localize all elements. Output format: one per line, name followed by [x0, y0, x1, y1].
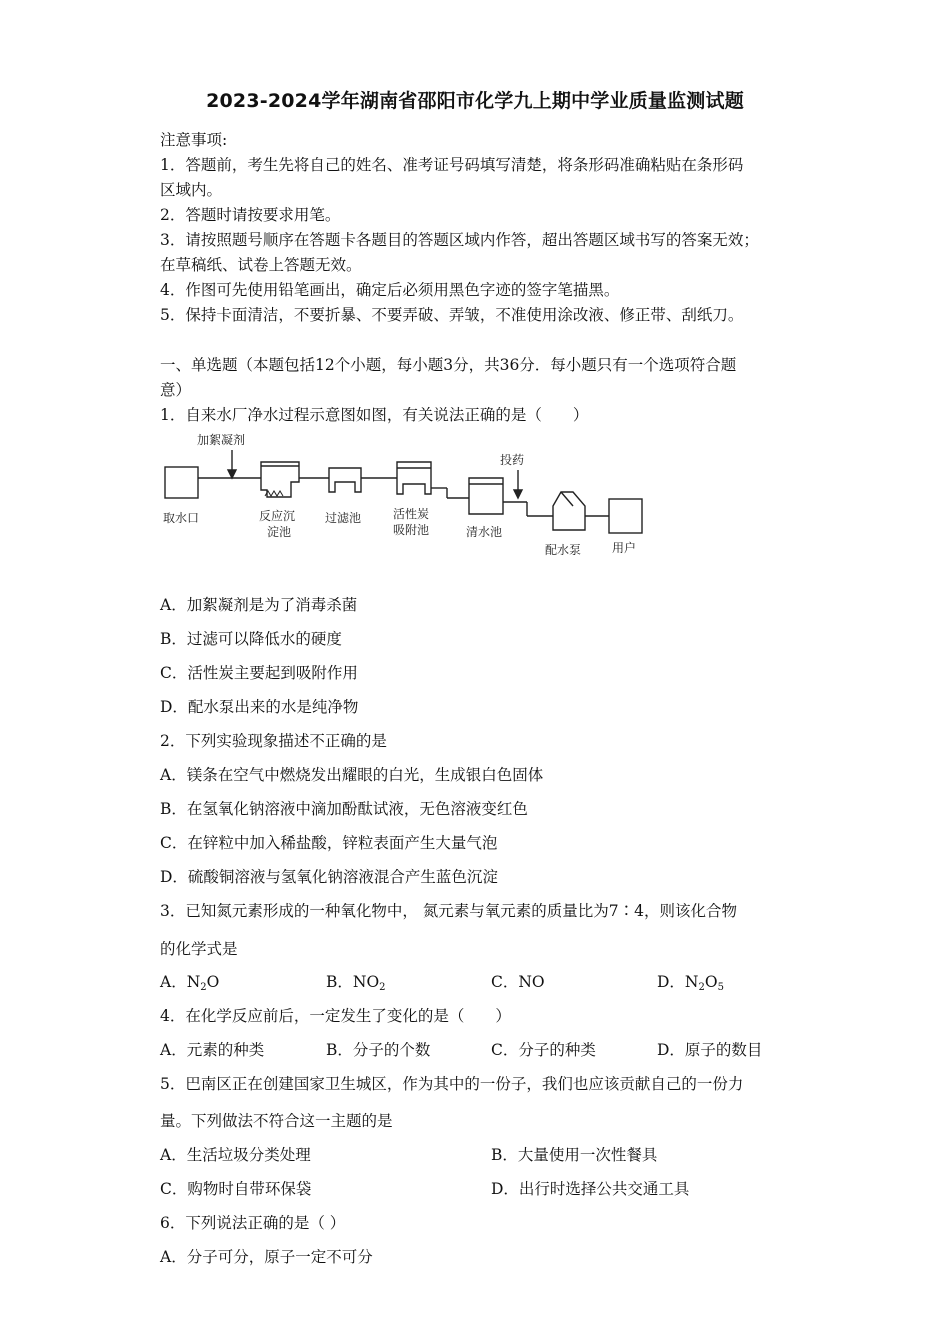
- section-heading: 一、单选题（本题包括12个小题，每小题3分，共36分．每小题只有一个选项符合题: [160, 356, 737, 374]
- notice-heading: 注意事项:: [160, 131, 228, 149]
- q6-option-a: A．分子可分，原子一定不可分: [160, 1248, 373, 1266]
- carbon-tank: [397, 462, 431, 494]
- q3-option-c: C．NO: [491, 973, 545, 991]
- q2-option-b: B．在氢氧化钠溶液中滴加酚酞试液，无色溶液变红色: [160, 800, 528, 818]
- label-carbon-2: 吸附池: [393, 523, 430, 537]
- q2-option-a: A．镁条在空气中燃烧发出耀眼的白光，生成银白色固体: [160, 766, 544, 784]
- q5-option-d: D．出行时选择公共交通工具: [491, 1180, 690, 1198]
- label-intake: 取水口: [163, 511, 200, 525]
- label-dose: 投药: [500, 453, 525, 467]
- q5-option-b: B．大量使用一次性餐具: [491, 1146, 658, 1164]
- section-heading-cont: 意）: [160, 381, 192, 399]
- filter-tank: [329, 468, 361, 492]
- q3-option-a: A．$N_2O$: [160, 973, 220, 993]
- water-treatment-diagram: [155, 430, 655, 564]
- question-5-stem: 5．巴南区正在创建国家卫生城区，作为其中的一份子，我们也应该贡献自己的一份力: [160, 1075, 744, 1093]
- notice-line: 5．保持卡面清洁，不要折暴、不要弄破、弄皱，不准使用涂改液、修正带、刮纸刀。: [160, 306, 744, 324]
- q4-option-b: B．分子的个数: [326, 1041, 431, 1059]
- notice-line: 1．答题前，考生先将自己的姓名、准考证号码填写清楚，将条形码准确粘贴在条形码: [160, 156, 744, 174]
- label-pump: 配水泵: [545, 543, 582, 557]
- q4-option-a: A．元素的种类: [160, 1041, 265, 1059]
- label-filter: 过滤池: [325, 511, 362, 525]
- q1-option-a: A．加絮凝剂是为了消毒杀菌: [160, 596, 358, 614]
- label-reaction-2: 淀池: [267, 525, 292, 539]
- q4-option-c: C．分子的种类: [491, 1041, 596, 1059]
- question-5-stem-cont: 量。下列做法不符合这一主题的是: [160, 1112, 393, 1130]
- question-3-stem: 3．已知氮元素形成的一种氧化物中， 氮元素与氧元素的质量比为7∶4，则该化合物: [160, 902, 738, 920]
- notice-line: 4．作图可先使用铅笔画出，确定后必须用黑色字迹的签字笔描黑。: [160, 281, 620, 299]
- label-carbon-1: 活性炭: [393, 507, 430, 521]
- page-title: 2023-2024学年湖南省邵阳市化学九上期中学业质量监测试题: [206, 90, 744, 112]
- q5-option-a: A．生活垃圾分类处理: [160, 1146, 311, 1164]
- user-box: [609, 499, 642, 533]
- pump-shape: [553, 492, 585, 530]
- q1-option-d: D．配水泵出来的水是纯净物: [160, 698, 359, 716]
- q2-option-d: D．硫酸铜溶液与氢氧化钠溶液混合产生蓝色沉淀: [160, 868, 498, 886]
- notice-line: 区域内。: [160, 181, 223, 199]
- water-treatment-svg: [155, 430, 655, 560]
- q2-option-c: C．在锌粒中加入稀盐酸，锌粒表面产生大量气泡: [160, 834, 498, 852]
- q4-option-d: D．原子的数目: [657, 1041, 763, 1059]
- intake-box: [165, 467, 198, 498]
- notice-line: 2．答题时请按要求用笔。: [160, 206, 341, 224]
- label-reaction-1: 反应沉: [259, 509, 296, 523]
- q1-option-b: B．过滤可以降低水的硬度: [160, 630, 342, 648]
- question-6-stem: 6．下列说法正确的是（ ）: [160, 1214, 346, 1232]
- question-3-stem-cont: 的化学式是: [160, 940, 238, 958]
- notice-line: 3．请按照题号顺序在答题卡各题目的答题区域内作答，超出答题区域书写的答案无效；: [160, 231, 759, 249]
- question-2-stem: 2．下列实验现象描述不正确的是: [160, 732, 387, 750]
- label-coagulant: 加絮凝剂: [197, 433, 246, 447]
- q5-option-c: C．购物时自带环保袋: [160, 1180, 312, 1198]
- q3-option-d: D．$N_2O_5$: [657, 973, 724, 993]
- question-1-stem: 1．自来水厂净水过程示意图如图，有关说法正确的是（ ）: [160, 406, 589, 424]
- question-4-stem: 4．在化学反应前后，一定发生了变化的是（ ）: [160, 1007, 511, 1025]
- q1-option-c: C．活性炭主要起到吸附作用: [160, 664, 358, 682]
- label-user: 用户: [612, 541, 637, 555]
- notice-line: 在草稿纸、试卷上答题无效。: [160, 256, 362, 274]
- q3-option-b: B．$NO_2$: [326, 973, 386, 993]
- label-clear: 清水池: [466, 525, 503, 539]
